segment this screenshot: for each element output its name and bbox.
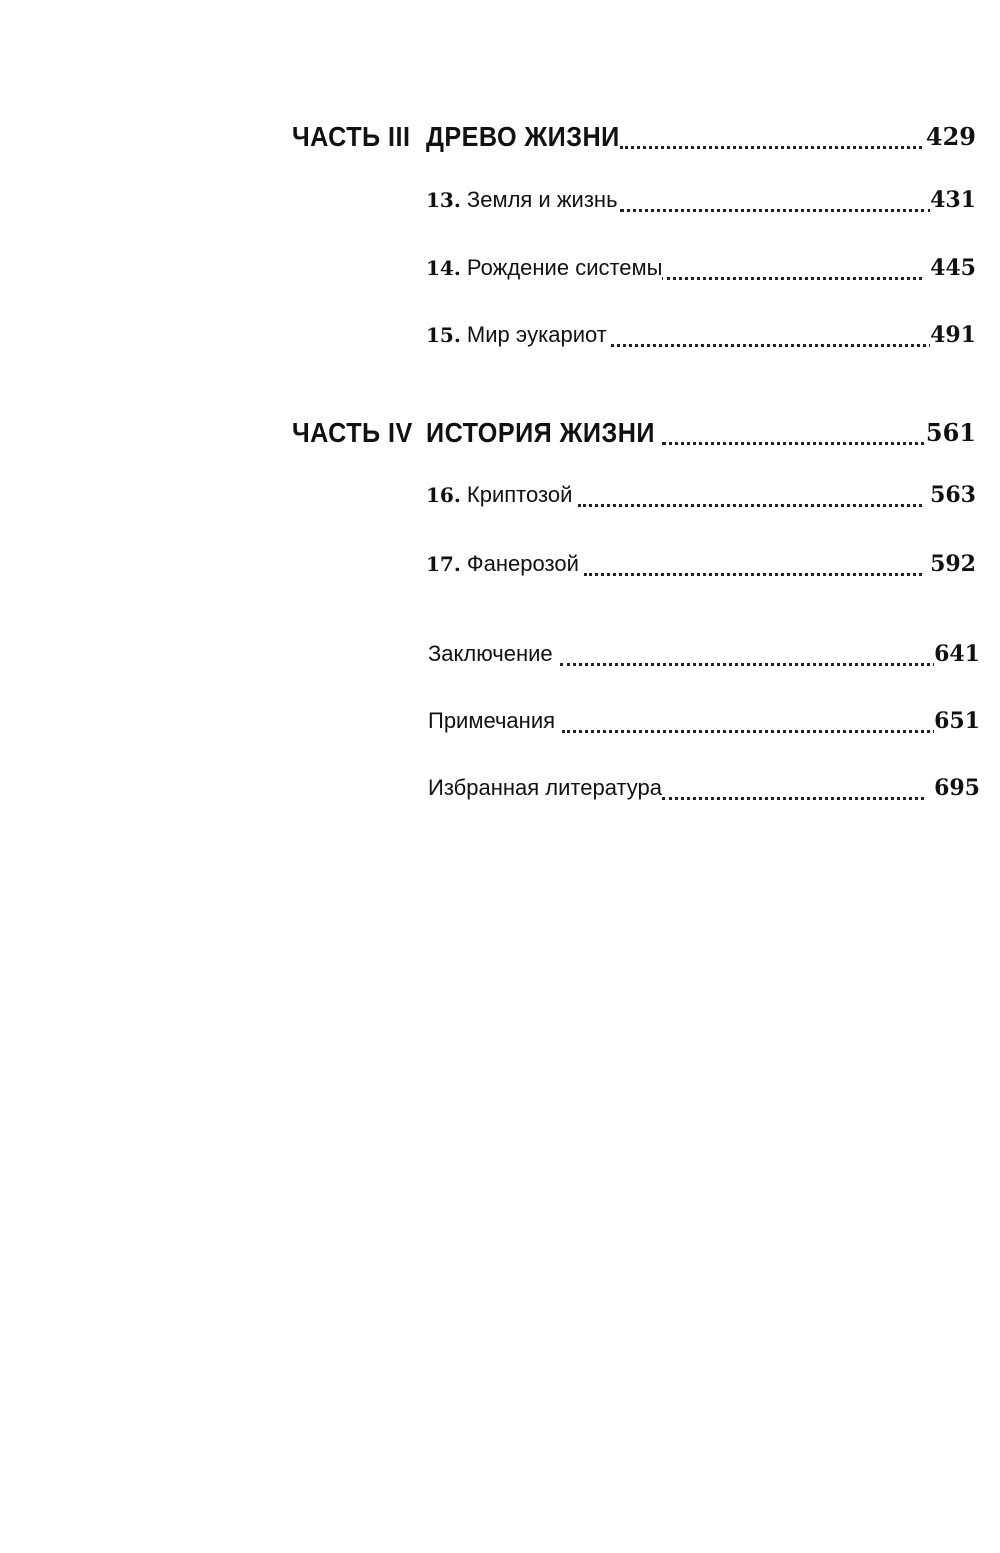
- chapter-number: 17.: [426, 552, 461, 576]
- page-number: 429: [926, 117, 976, 157]
- page-number: 445: [930, 248, 976, 288]
- chapter-number: 13.: [426, 188, 461, 212]
- chapter-label: [426, 248, 662, 288]
- dot-leader: [620, 146, 922, 149]
- dot-leader: [562, 730, 936, 733]
- chapter-title: Криптозой: [466, 482, 573, 507]
- dot-leader: [620, 209, 932, 212]
- chapter-title: Мир эукариот: [466, 322, 607, 347]
- dot-leader: [578, 504, 922, 507]
- dot-leader: [584, 573, 922, 576]
- page-number: 695: [934, 768, 980, 808]
- chapter-label: [426, 315, 607, 355]
- toc-chapter-row: [0, 175, 1000, 225]
- toc-chapter-row: [0, 470, 1000, 520]
- dot-leader: [560, 663, 936, 666]
- backmatter-title: Заключение: [428, 634, 553, 674]
- dot-leader: [662, 442, 932, 445]
- backmatter-title: Избранная литература: [428, 768, 662, 808]
- chapter-number: 15.: [426, 323, 461, 347]
- chapter-number: 14.: [426, 256, 461, 280]
- chapter-label: [426, 475, 572, 515]
- chapter-title: Земля и жизнь: [466, 187, 618, 212]
- page-number: 491: [930, 315, 976, 355]
- toc-chapter-row: [0, 310, 1000, 360]
- dot-leader: [660, 277, 922, 280]
- toc-chapter-row: [0, 243, 1000, 293]
- dot-leader: [604, 344, 932, 347]
- part-title: ИСТОРИЯ ЖИЗНИ: [426, 413, 655, 453]
- dot-leader: [662, 797, 924, 800]
- toc-backmatter-row: [0, 763, 1000, 813]
- toc-part-row: [0, 112, 1000, 162]
- toc-part-row: [0, 408, 1000, 458]
- backmatter-title: Примечания: [428, 701, 555, 741]
- page-number: 561: [926, 413, 976, 453]
- page-number: 431: [930, 180, 976, 220]
- page-number: 592: [930, 544, 976, 584]
- page-number: 563: [930, 475, 976, 515]
- page-number: 641: [934, 634, 980, 674]
- part-label: ЧАСТЬ IV: [292, 413, 413, 453]
- chapter-title: Фанерозой: [466, 551, 579, 576]
- chapter-number: 16.: [426, 483, 461, 507]
- chapter-title: Рождение системы: [466, 255, 663, 280]
- part-label: ЧАСТЬ III: [292, 117, 410, 157]
- toc-backmatter-row: [0, 629, 1000, 679]
- chapter-label: [426, 544, 579, 584]
- part-title: ДРЕВО ЖИЗНИ: [426, 117, 620, 157]
- toc-chapter-row: [0, 539, 1000, 589]
- page-number: 651: [934, 701, 980, 741]
- toc-backmatter-row: [0, 696, 1000, 746]
- chapter-label: [426, 180, 618, 220]
